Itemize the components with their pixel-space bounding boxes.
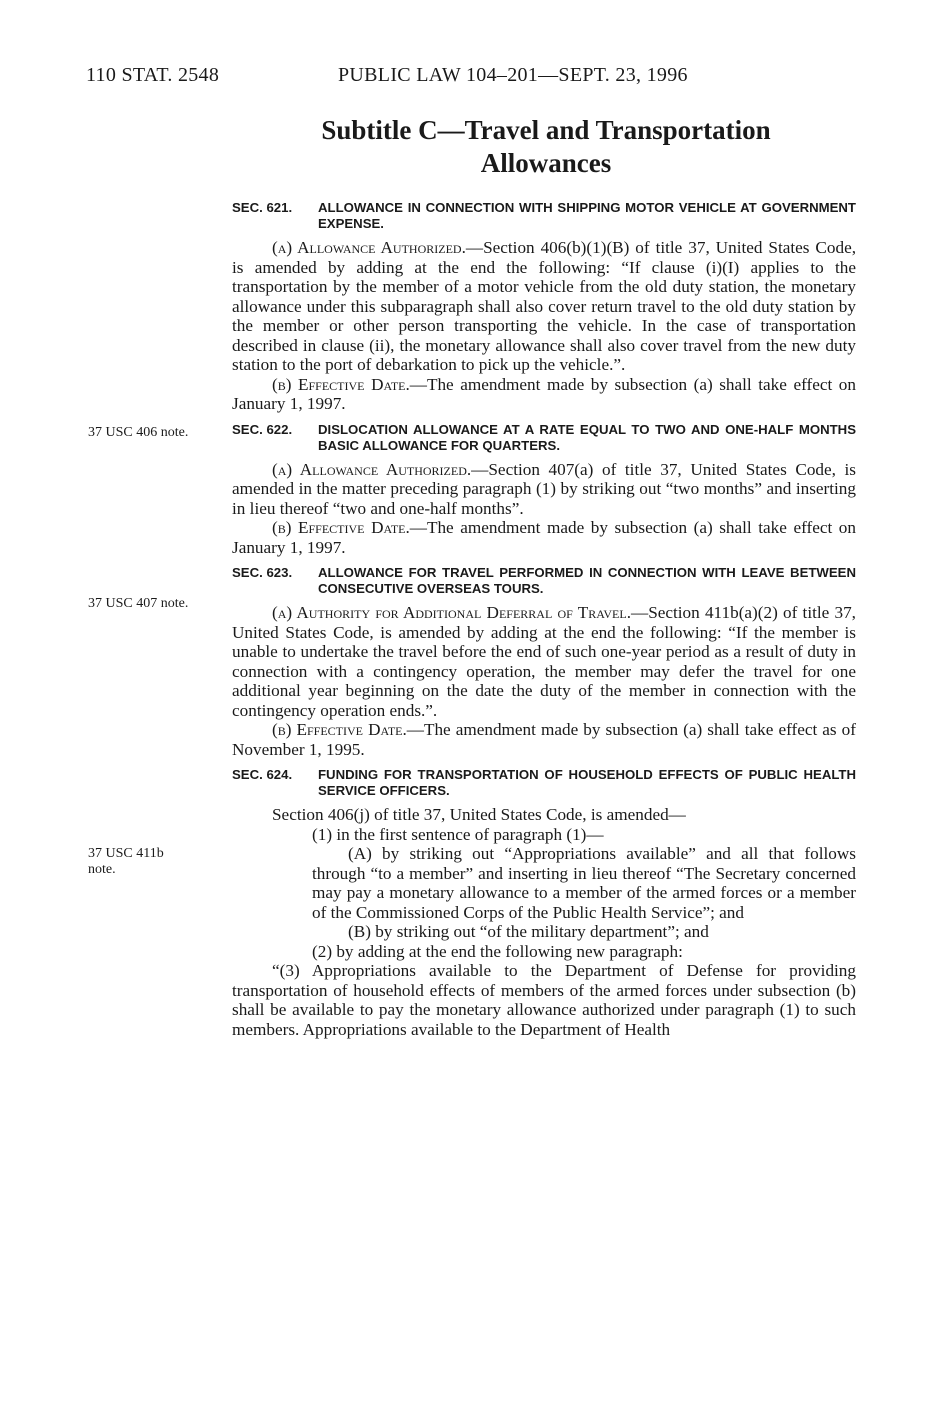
section-624-label: SEC. 624.	[232, 767, 293, 782]
section-621-label: SEC. 621.	[232, 200, 293, 215]
public-law-citation: PUBLIC LAW 104–201—SEPT. 23, 1996	[338, 64, 688, 86]
subtitle-line-1: Subtitle C—Travel and Transportation	[321, 115, 771, 145]
subsection-text: The amendment made by subsection (a) shall take effect on January 1, 1997.	[232, 374, 856, 413]
subtitle-heading	[236, 114, 856, 180]
section-621-title: ALLOWANCE IN CONNECTION WITH SHIPPING MOTOR VEHICLE AT GOVERNMENT EXPENSE.	[318, 200, 856, 231]
section-623-label: SEC. 623.	[232, 565, 293, 580]
subsection-text: The amendment made by subsection (a) shall take effect on January 1, 1997.	[232, 518, 856, 557]
section-622-title: DISLOCATION ALLOWANCE AT A RATE EQUAL TO TWO AND ONE-HALF MONTHS BASIC ALLOWANCE FOR QUARTERS.	[318, 421, 856, 453]
section-621-heading	[232, 200, 856, 232]
subsection-text: Section 411b(a)(2) of title 37, United States Code, is amended by adding at the end the following: “If the member is unable to undertake the travel before the end of such one-year period as a result of duty in connection with a contingency operation, the member may defer the travel for one additional year beginning on the date the duty of the member in connection with the contingency operation ends.”.	[232, 603, 856, 720]
document-body	[232, 200, 856, 1039]
section-622-subsection-a	[232, 460, 856, 519]
section-624-intro: Section 406(j) of title 37, United States Code, is amended—	[272, 805, 686, 824]
subtitle-line-2: Allowances	[480, 148, 612, 178]
marginal-note-407: 37 USC 407 note.	[88, 596, 189, 611]
statute-page-number: 110 STAT. 2548	[86, 64, 220, 86]
section-624-item-1: (1) in the first sentence of paragraph (1)—	[312, 824, 604, 844]
section-622-subsection-b	[232, 518, 856, 557]
marginal-note-406: 37 USC 406 note.	[88, 425, 189, 440]
section-624-heading	[232, 767, 856, 799]
section-623-subsection-b	[232, 720, 856, 759]
section-624-item-B: (B) by striking out “of the military department”; and	[348, 922, 709, 941]
section-623-title: ALLOWANCE FOR TRAVEL PERFORMED IN CONNECTION WITH LEAVE BETWEEN CONSECUTIVE OVERSEAS TOURS.	[318, 565, 856, 596]
section-622-label: SEC. 622.	[232, 421, 293, 437]
subsection-caption: (a) Authority for Additional Deferral of Travel.—	[272, 603, 649, 622]
subsection-caption: (b) Effective Date.—	[272, 518, 427, 537]
section-623-subsection-a	[232, 603, 856, 720]
section-623-heading	[232, 565, 856, 597]
section-624-quoted-paragraph: “(3) Appropriations available to the Department of Defense for providing transportation of household effects of members of the armed forces under subsection (b) shall be available to pay the monetary allowance authorized under paragraph (1) to such members. Appropriations available to the Department of Health	[232, 961, 856, 1039]
section-624-item-A: (A) by striking out “Appropriations available” and all that follows through “to a member” and inserting in lieu thereof “The Secretary concerned may pay a monetary allowance to a member of the armed forces or a member of the Commissioned Corps of the Public Health Service”; and	[312, 844, 856, 922]
subsection-caption: (b) Effective Date.—	[272, 374, 427, 394]
section-624-title: FUNDING FOR TRANSPORTATION OF HOUSEHOLD EFFECTS OF PUBLIC HEALTH SERVICE OFFICERS.	[318, 767, 856, 798]
section-622-heading	[232, 422, 856, 454]
subsection-caption: (a) Allowance Authorized.—	[272, 238, 484, 257]
subsection-text: Section 406(b)(1)(B) of title 37, United States Code, is amended by adding at the end the following: “If clause (i)(I) applies to the transportation by the member of a motor vehicle from the old duty station, the monetary allowance under this subparagraph shall also cover return travel to the old duty station by the member or other person transporting the vehicle. In the case of transportation described in clause (ii), the monetary allowance shall also cover travel from the new duty station to the port of debarkation to pick up the vehicle.”.	[232, 238, 856, 374]
marginal-note-411b-line-2: note.	[88, 862, 116, 877]
subsection-text: Section 407(a) of title 37, United States Code, is amended in the matter preceding paragraph (1) by striking out “two months” and inserting in lieu thereof “two and one-half months”.	[232, 459, 856, 518]
marginal-note-411b-line-1: 37 USC 411b	[88, 846, 164, 861]
marginal-note-411b	[88, 846, 164, 878]
section-624-item-2: (2) by adding at the end the following new paragraph:	[312, 941, 683, 961]
section-621-subsection-b	[232, 375, 856, 414]
subsection-caption: (b) Effective Date.—	[272, 720, 424, 739]
subsection-caption: (a) Allowance Authorized.—	[272, 459, 489, 479]
subsection-text: The amendment made by subsection (a) shall take effect as of November 1, 1995.	[232, 720, 856, 759]
section-621-subsection-a	[232, 238, 856, 375]
